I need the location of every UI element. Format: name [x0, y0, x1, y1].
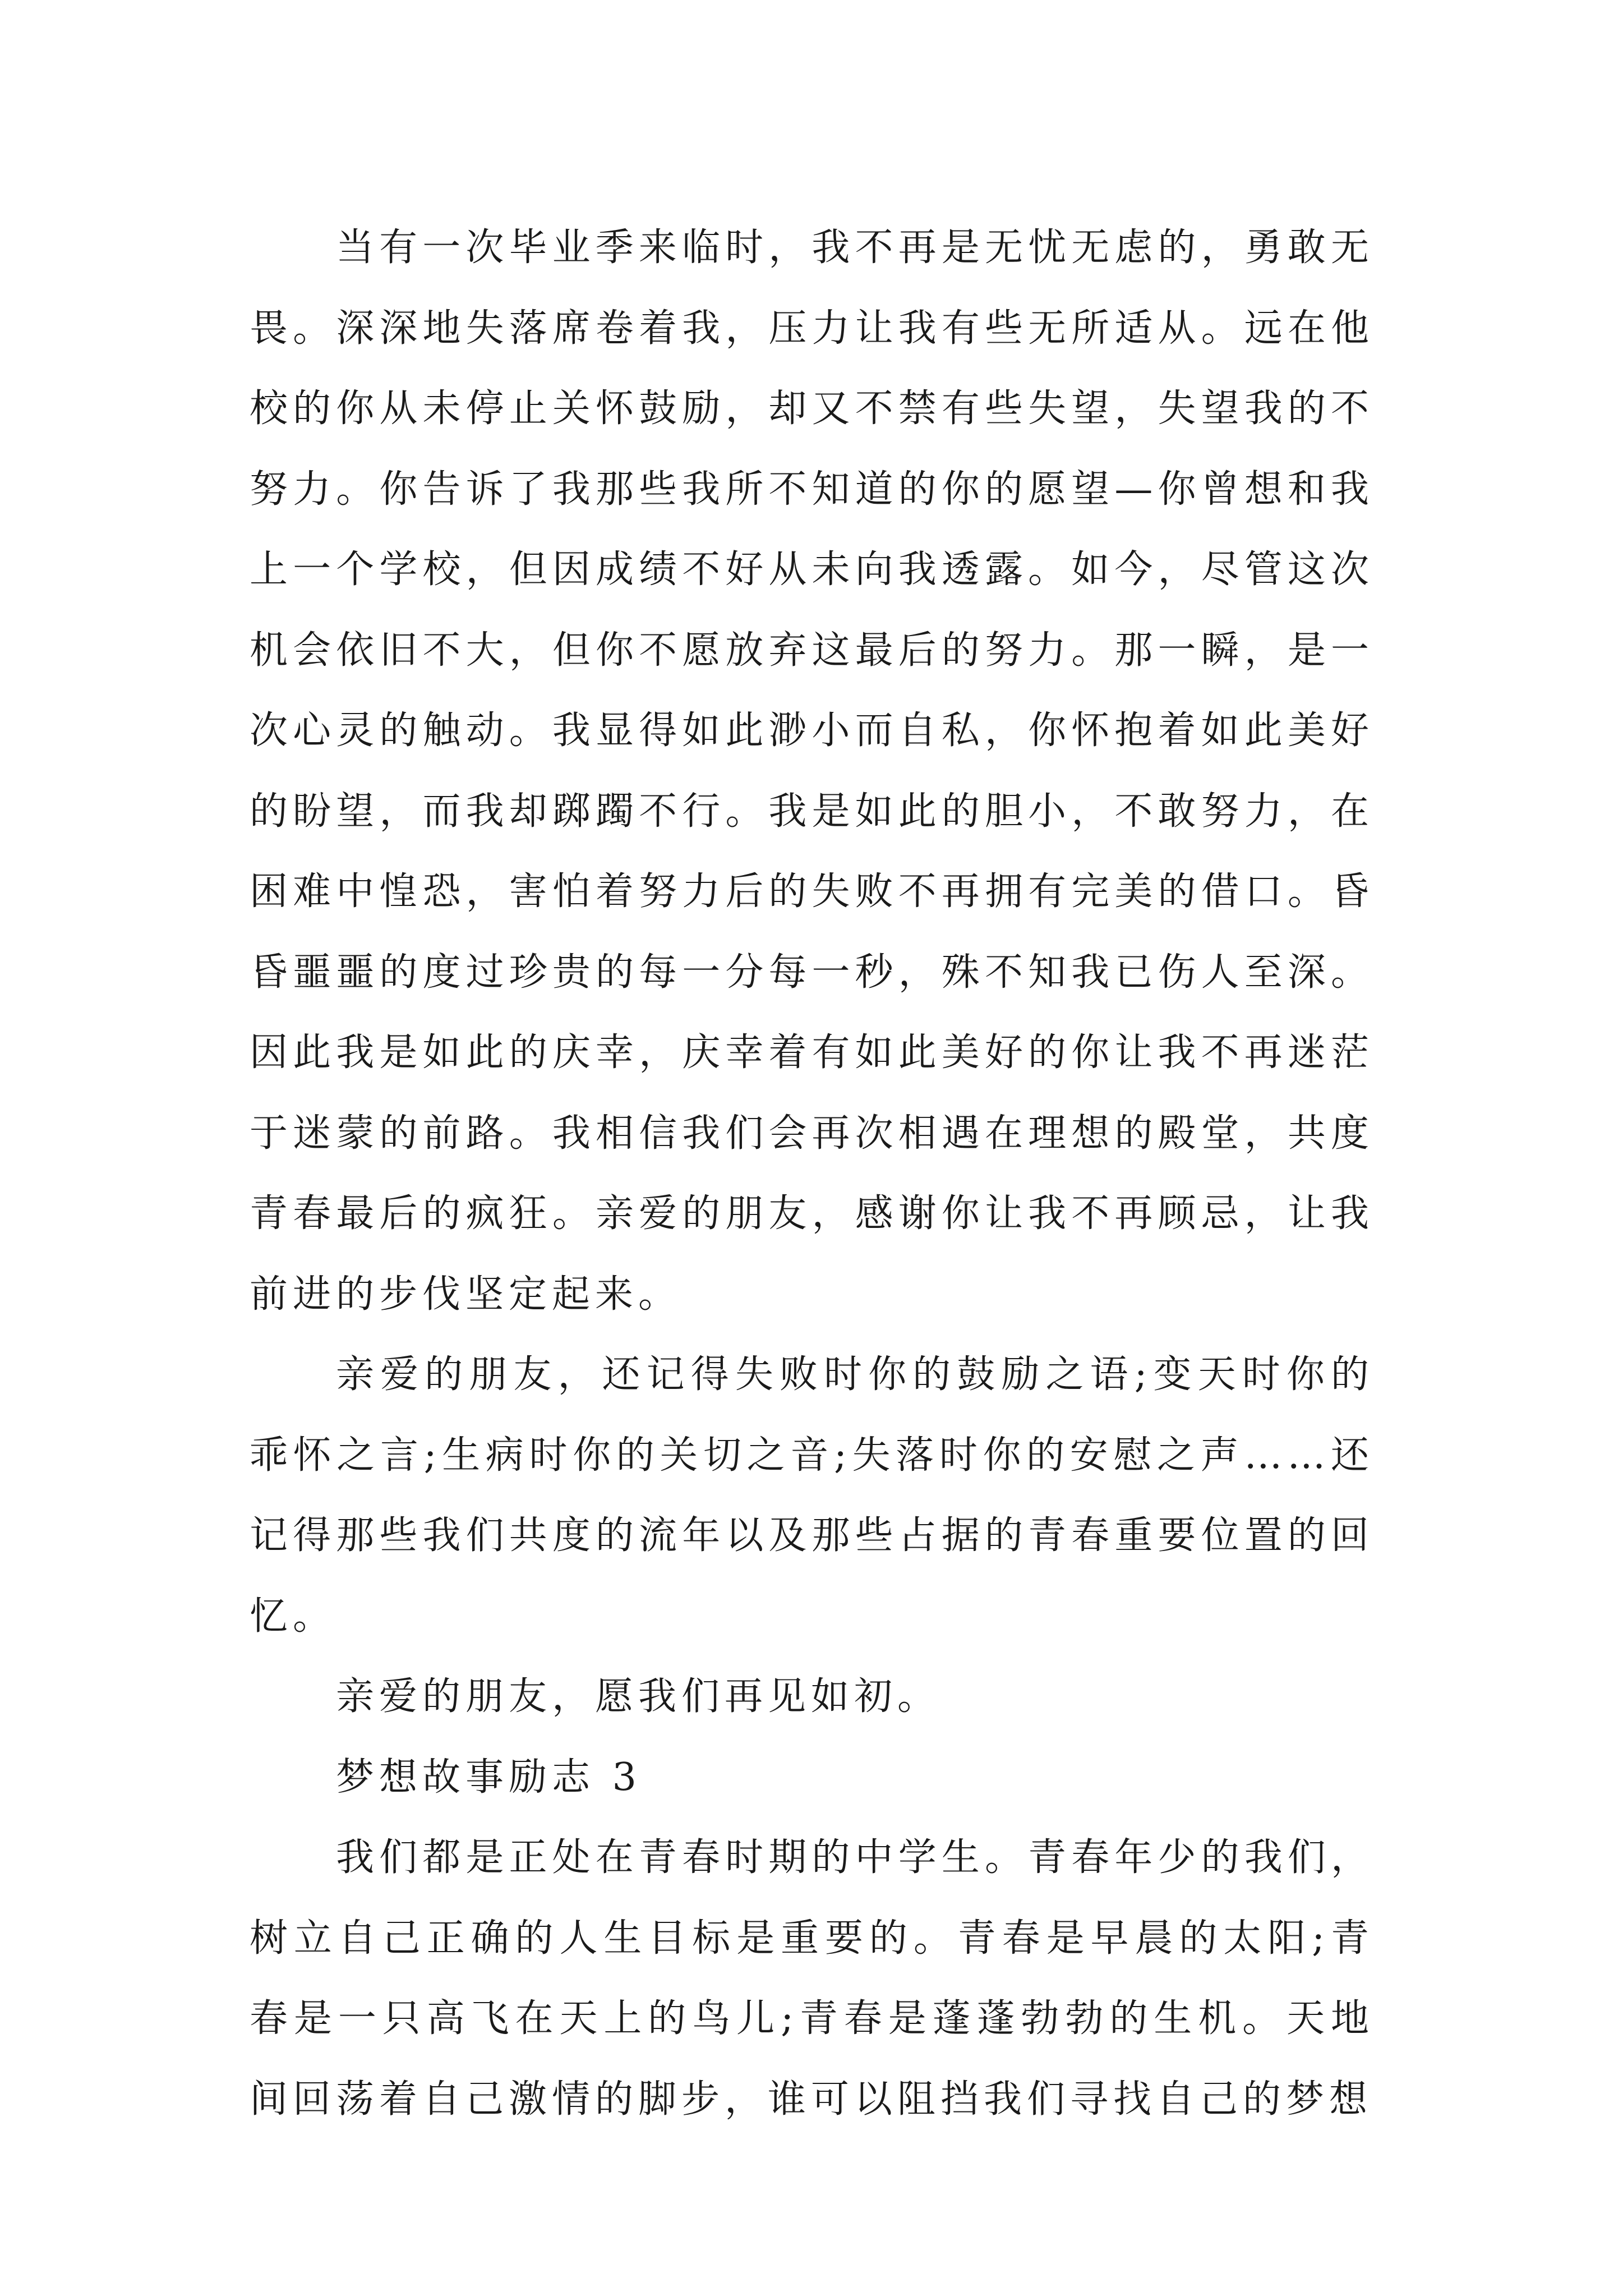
- section-heading: 梦想故事励志 3: [336, 1755, 642, 1800]
- paragraph-see-you-again: 亲爱的朋友，愿我们再见如初。: [336, 1674, 941, 1719]
- paragraph-youth-dreams: 我们都是正处在青春时期的中学生。青春年少的我们，树立自己正确的人生目标是重要的。青春是早晨的太阳;青春是一只高飞在天上的鸟儿;青春是蓬蓬勃勃的生机。天地间回荡着自己激情的脚步，谁可以阻挡我们寻找自己的梦想: [250, 1835, 1374, 2122]
- paragraph-graduation-season: 当有一次毕业季来临时，我不再是无忧无虑的，勇敢无畏。深深地失落席卷着我，压力让我有些无所适从。远在他校的你从未停止关怀鼓励，却又不禁有些失望，失望我的不努力。你告诉了我那些我所不知道的你的愿望—你曾想和我上一个学校，但因成绩不好从未向我透露。如今，尽管这次机会依旧不大，但你不愿放弃这最后的努力。那一瞬，是一次心灵的触动。我显得如此渺小而自私，你怀抱着如此美好的盼望，而我却踯躅不行。我是如此的胆小，不敢努力，在困难中惶恐，害怕着努力后的失败不再拥有完美的借口。昏昏噩噩的度过珍贵的每一分每一秒，殊不知我已伤人至深。因此我是如此的庆幸，庆幸着有如此美好的你让我不再迷茫于迷蒙的前路。我相信我们会再次相遇在理想的殿堂，共度青春最后的疯狂。亲爱的朋友，感谢你让我不再顾忌，让我前进的步伐坚定起来。: [250, 226, 1374, 1317]
- document-body: [250, 208, 1374, 2139]
- paragraph-remembering-friend: 亲爱的朋友，还记得失败时你的鼓励之语;变天时你的乖怀之言;生病时你的关切之音;失落时你的安慰之声……还记得那些我们共度的流年以及那些占据的青春重要位置的回忆。: [250, 1352, 1374, 1639]
